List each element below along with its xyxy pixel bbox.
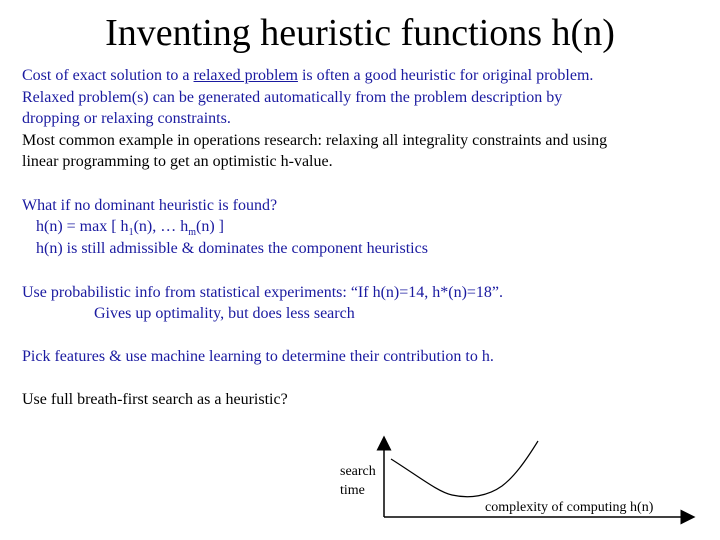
relaxed-line1-post: is often a good heuristic for original problem. — [297, 67, 594, 84]
operations-research-line-1: Most common example in operations research: relaxing all integrality constraints and using — [22, 132, 608, 149]
probabilistic-line-1: Use probabilistic info from statistical experiments: “If h(n)=14, h*(n)=18”. — [22, 284, 504, 301]
machine-learning-line: Pick features & use machine learning to determine their contribution to h. — [22, 348, 494, 365]
graph-x-label: complexity of computing h(n) — [485, 500, 654, 515]
formula-subscript-1: 1 — [128, 227, 134, 238]
breadth-first-line: Use full breath-first search as a heuristic? — [22, 391, 288, 408]
relaxed-problem-term: relaxed problem — [193, 67, 298, 84]
slide-title: Inventing heuristic functions h(n) — [105, 12, 615, 54]
dominance-question: What if no dominant heuristic is found? — [22, 197, 278, 214]
relaxed-line1-pre: Cost of exact solution to a — [22, 67, 194, 84]
formula-mid: (n), … h — [133, 218, 189, 235]
formula-subscript-m: m — [188, 227, 196, 238]
relaxed-problem-line-3: dropping or relaxing constraints. — [22, 110, 231, 127]
search-time-curve — [391, 441, 538, 497]
formula-post: (n) ] — [196, 218, 224, 235]
relaxed-problem-line-2: Relaxed problem(s) can be generated automatically from the problem description by — [22, 89, 563, 106]
graph-y-label-line-1: search — [340, 464, 376, 479]
operations-research-line-2: linear programming to get an optimistic h-value. — [22, 153, 333, 170]
graph-y-label-line-2: time — [340, 483, 365, 498]
formula-pre: h(n) = max [ h — [36, 218, 129, 235]
probabilistic-line-2: Gives up optimality, but does less search — [94, 305, 355, 322]
dominance-note: h(n) is still admissible & dominates the component heuristics — [36, 240, 428, 257]
